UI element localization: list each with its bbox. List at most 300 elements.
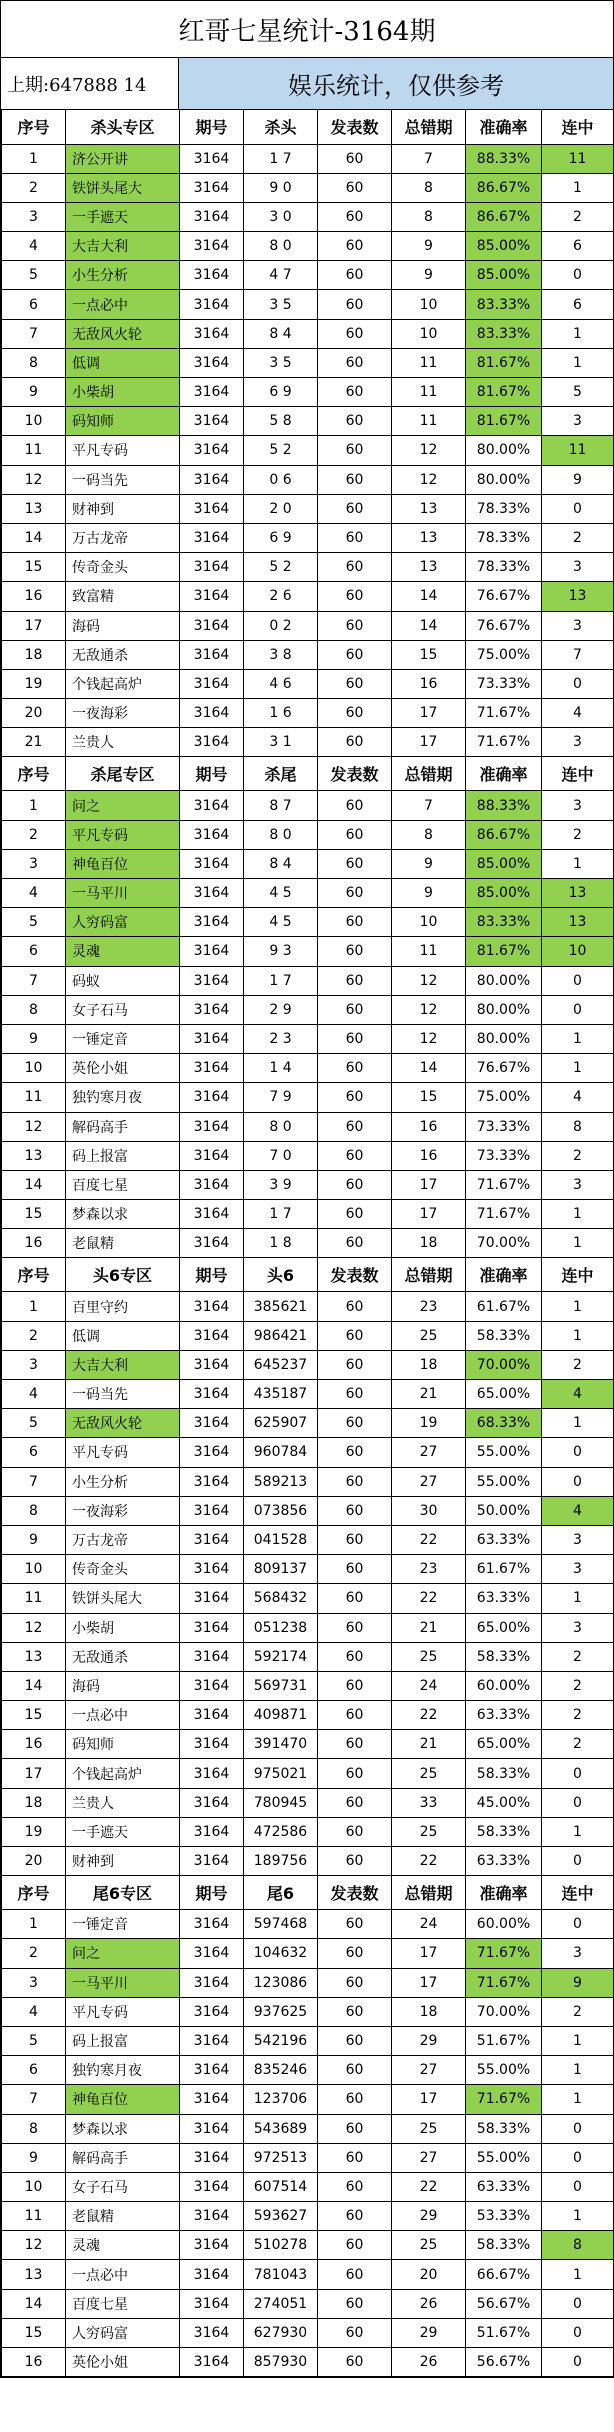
table-row [2,995,614,1024]
cell-numbers: 3 1 [244,728,318,757]
cell-win-streak: 3 [542,1525,614,1554]
cell-numbers: 5 2 [244,553,318,582]
cell-win-streak: 1 [542,2085,614,2114]
cell-total-misses: 27 [392,1467,466,1496]
cell-accuracy: 71.67% [466,1939,542,1968]
cell-accuracy: 71.67% [466,2085,542,2114]
cell-source-name: 英伦小姐 [66,1054,180,1083]
cell-win-streak: 10 [542,937,614,966]
cell-numbers: 1 8 [244,1229,318,1258]
cell-period: 3164 [180,1847,244,1876]
cell-post-count: 60 [318,1701,392,1730]
cell-rank: 3 [2,849,66,878]
cell-post-count: 60 [318,1613,392,1642]
cell-accuracy: 58.33% [466,2231,542,2260]
cell-period: 3164 [180,1642,244,1671]
cell-win-streak: 2 [542,1642,614,1671]
cell-post-count: 60 [318,173,392,202]
header-cell-rank: 序号 [2,1258,66,1292]
cell-post-count: 60 [318,319,392,348]
cell-post-count: 60 [318,1467,392,1496]
table-row [2,465,614,494]
cell-rank: 8 [2,2114,66,2143]
cell-post-count: 60 [318,699,392,728]
cell-source-name: 无敌通杀 [66,1642,180,1671]
cell-post-count: 60 [318,2143,392,2172]
cell-numbers: 2 9 [244,995,318,1024]
table-row [2,937,614,966]
cell-period: 3164 [180,2348,244,2377]
table-row [2,791,614,820]
cell-source-name: 灵魂 [66,2231,180,2260]
cell-accuracy: 76.67% [466,582,542,611]
cell-accuracy: 73.33% [466,669,542,698]
table-row [2,1613,614,1642]
cell-win-streak: 2 [542,1141,614,1170]
cell-win-streak: 5 [542,378,614,407]
cell-post-count: 60 [318,937,392,966]
cell-rank: 20 [2,699,66,728]
cell-accuracy: 81.67% [466,348,542,377]
cell-accuracy: 80.00% [466,465,542,494]
cell-post-count: 60 [318,966,392,995]
cell-source-name: 海码 [66,1671,180,1700]
cell-source-name: 问之 [66,1939,180,1968]
cell-total-misses: 25 [392,1817,466,1846]
cell-source-name: 码蚁 [66,966,180,995]
table-row [2,640,614,669]
header-cell-post-count: 发表数 [318,757,392,791]
cell-source-name: 一手遮天 [66,1817,180,1846]
cell-period: 3164 [180,1671,244,1700]
cell-accuracy: 58.33% [466,1817,542,1846]
cell-source-name: 独钓寒月夜 [66,2056,180,2085]
cell-rank: 8 [2,348,66,377]
cell-source-name: 一码当先 [66,465,180,494]
cell-source-name: 神龟百位 [66,2085,180,2114]
cell-numbers: 123086 [244,1968,318,1997]
cell-rank: 17 [2,1759,66,1788]
cell-accuracy: 75.00% [466,1083,542,1112]
cell-win-streak: 2 [542,202,614,231]
cell-total-misses: 9 [392,879,466,908]
cell-post-count: 60 [318,582,392,611]
cell-rank: 3 [2,1968,66,1997]
cell-period: 3164 [180,144,244,173]
cell-win-streak: 2 [542,1671,614,1700]
table-row [2,1730,614,1759]
cell-rank: 1 [2,1292,66,1321]
table-row [2,553,614,582]
cell-total-misses: 21 [392,1730,466,1759]
table-row [2,879,614,908]
cell-numbers: 593627 [244,2202,318,2231]
cell-accuracy: 73.33% [466,1141,542,1170]
cell-accuracy: 55.00% [466,2143,542,2172]
table-row [2,1788,614,1817]
cell-numbers: 051238 [244,1613,318,1642]
cell-total-misses: 12 [392,1024,466,1053]
cell-post-count: 60 [318,1525,392,1554]
cell-rank: 9 [2,1525,66,1554]
cell-total-misses: 7 [392,791,466,820]
cell-total-misses: 12 [392,465,466,494]
table-row [2,523,614,552]
table-row [2,1642,614,1671]
cell-post-count: 60 [318,995,392,1024]
cell-total-misses: 9 [392,232,466,261]
table-row [2,1939,614,1968]
cell-win-streak: 0 [542,669,614,698]
cell-period: 3164 [180,1200,244,1229]
cell-post-count: 60 [318,1997,392,2026]
cell-numbers: 975021 [244,1759,318,1788]
cell-numbers: 597468 [244,1910,318,1939]
cell-accuracy: 70.00% [466,1350,542,1379]
cell-total-misses: 7 [392,144,466,173]
cell-source-name: 万古龙帝 [66,1525,180,1554]
cell-numbers: 542196 [244,2026,318,2055]
cell-win-streak: 1 [542,2260,614,2289]
cell-source-name: 一锤定音 [66,1910,180,1939]
cell-total-misses: 26 [392,2348,466,2377]
table-row [2,1350,614,1379]
cell-total-misses: 27 [392,2143,466,2172]
cell-total-misses: 13 [392,494,466,523]
cell-rank: 14 [2,1671,66,1700]
cell-period: 3164 [180,1759,244,1788]
table-row [2,1112,614,1141]
cell-source-name: 人穷码富 [66,908,180,937]
cell-period: 3164 [180,640,244,669]
cell-rank: 15 [2,2318,66,2347]
cell-total-misses: 27 [392,1438,466,1467]
cell-accuracy: 85.00% [466,879,542,908]
cell-numbers: 1 6 [244,699,318,728]
cell-rank: 10 [2,2172,66,2201]
cell-post-count: 60 [318,820,392,849]
cell-rank: 14 [2,523,66,552]
cell-numbers: 4 7 [244,261,318,290]
table-row [2,1847,614,1876]
cell-numbers: 8 0 [244,820,318,849]
cell-numbers: 510278 [244,2231,318,2260]
cell-period: 3164 [180,1024,244,1053]
cell-period: 3164 [180,1496,244,1525]
cell-period: 3164 [180,1730,244,1759]
cell-rank: 13 [2,494,66,523]
cell-win-streak: 0 [542,966,614,995]
cell-post-count: 60 [318,1438,392,1467]
cell-total-misses: 16 [392,1141,466,1170]
cell-total-misses: 22 [392,1847,466,1876]
header-cell-rank: 序号 [2,1876,66,1910]
cell-numbers: 8 7 [244,791,318,820]
cell-period: 3164 [180,523,244,552]
cell-period: 3164 [180,407,244,436]
cell-source-name: 一锤定音 [66,1024,180,1053]
cell-numbers: 809137 [244,1555,318,1584]
cell-numbers: 2 0 [244,494,318,523]
cell-numbers: 857930 [244,2348,318,2377]
cell-source-name: 传奇金头 [66,1555,180,1584]
table-row [2,319,614,348]
cell-total-misses: 14 [392,582,466,611]
cell-numbers: 4 5 [244,908,318,937]
cell-source-name: 女子石马 [66,2172,180,2201]
cell-post-count: 60 [318,669,392,698]
cell-total-misses: 23 [392,1555,466,1584]
cell-post-count: 60 [318,2056,392,2085]
cell-total-misses: 30 [392,1496,466,1525]
cell-source-name: 万古龙帝 [66,523,180,552]
table-row [2,202,614,231]
cell-rank: 8 [2,1496,66,1525]
cell-rank: 4 [2,1380,66,1409]
cell-period: 3164 [180,232,244,261]
cell-period: 3164 [180,2260,244,2289]
cell-accuracy: 85.00% [466,232,542,261]
header-cell-total-misses: 总错期 [392,1258,466,1292]
cell-win-streak: 0 [542,2348,614,2377]
table-row [2,1409,614,1438]
cell-win-streak: 1 [542,2026,614,2055]
cell-period: 3164 [180,2026,244,2055]
cell-post-count: 60 [318,1112,392,1141]
cell-rank: 2 [2,173,66,202]
cell-win-streak: 3 [542,791,614,820]
cell-post-count: 60 [318,849,392,878]
table-row [2,1701,614,1730]
table-row [2,2318,614,2347]
table-row [2,1141,614,1170]
table-row [2,1054,614,1083]
cell-source-name: 铁饼头尾大 [66,1584,180,1613]
cell-total-misses: 8 [392,820,466,849]
cell-rank: 2 [2,1939,66,1968]
cell-accuracy: 58.33% [466,1759,542,1788]
cell-accuracy: 88.33% [466,791,542,820]
cell-win-streak: 4 [542,1083,614,1112]
cell-rank: 12 [2,465,66,494]
cell-total-misses: 29 [392,2318,466,2347]
cell-win-streak: 0 [542,995,614,1024]
cell-win-streak: 3 [542,1170,614,1199]
cell-accuracy: 65.00% [466,1730,542,1759]
cell-total-misses: 12 [392,436,466,465]
cell-accuracy: 81.67% [466,378,542,407]
cell-period: 3164 [180,1584,244,1613]
cell-rank: 3 [2,202,66,231]
cell-accuracy: 75.00% [466,640,542,669]
cell-period: 3164 [180,2056,244,2085]
cell-post-count: 60 [318,232,392,261]
cell-source-name: 平凡专码 [66,436,180,465]
cell-source-name: 铁饼头尾大 [66,173,180,202]
cell-post-count: 60 [318,2348,392,2377]
header-cell-numbers: 头6 [244,1258,318,1292]
cell-rank: 8 [2,995,66,1024]
table-row [2,849,614,878]
cell-post-count: 60 [318,1788,392,1817]
cell-source-name: 码上报富 [66,2026,180,2055]
cell-accuracy: 53.33% [466,2202,542,2231]
cell-post-count: 60 [318,348,392,377]
table-row [2,1292,614,1321]
cell-total-misses: 17 [392,699,466,728]
header-cell-period: 期号 [180,1258,244,1292]
cell-numbers: 960784 [244,1438,318,1467]
cell-period: 3164 [180,494,244,523]
cell-total-misses: 17 [392,1968,466,1997]
cell-accuracy: 58.33% [466,1642,542,1671]
cell-post-count: 60 [318,1200,392,1229]
header-cell-accuracy: 准确率 [466,1876,542,1910]
cell-period: 3164 [180,348,244,377]
table-row [2,1200,614,1229]
cell-win-streak: 2 [542,820,614,849]
cell-win-streak: 1 [542,1584,614,1613]
cell-numbers: 9 3 [244,937,318,966]
cell-numbers: 472586 [244,1817,318,1846]
header-cell-source-name: 杀尾专区 [66,757,180,791]
cell-win-streak: 1 [542,849,614,878]
cell-source-name: 百度七星 [66,1170,180,1199]
cell-post-count: 60 [318,1730,392,1759]
cell-source-name: 灵魂 [66,937,180,966]
cell-period: 3164 [180,202,244,231]
cell-total-misses: 11 [392,407,466,436]
cell-post-count: 60 [318,2289,392,2318]
cell-win-streak: 1 [542,1817,614,1846]
cell-post-count: 60 [318,1642,392,1671]
cell-total-misses: 25 [392,2114,466,2143]
cell-post-count: 60 [318,1170,392,1199]
cell-rank: 6 [2,937,66,966]
cell-rank: 9 [2,1024,66,1053]
cell-period: 3164 [180,995,244,1024]
section-header-row [2,757,614,791]
cell-total-misses: 29 [392,2026,466,2055]
cell-win-streak: 0 [542,261,614,290]
stats-table-body [2,110,614,2377]
table-row [2,966,614,995]
cell-post-count: 60 [318,879,392,908]
table-row [2,1467,614,1496]
cell-rank: 4 [2,1997,66,2026]
cell-numbers: 5 2 [244,436,318,465]
cell-period: 3164 [180,173,244,202]
cell-accuracy: 68.33% [466,1409,542,1438]
cell-numbers: 3 5 [244,348,318,377]
cell-period: 3164 [180,2202,244,2231]
header-cell-accuracy: 准确率 [466,1258,542,1292]
cell-total-misses: 18 [392,1229,466,1258]
cell-post-count: 60 [318,202,392,231]
cell-accuracy: 70.00% [466,1997,542,2026]
cell-numbers: 625907 [244,1409,318,1438]
cell-win-streak: 8 [542,2231,614,2260]
stats-table [1,110,614,2377]
table-row [2,1380,614,1409]
cell-source-name: 梦森以求 [66,1200,180,1229]
cell-numbers: 391470 [244,1730,318,1759]
cell-accuracy: 56.67% [466,2289,542,2318]
cell-source-name: 低调 [66,348,180,377]
cell-post-count: 60 [318,1409,392,1438]
cell-accuracy: 55.00% [466,2056,542,2085]
cell-source-name: 一马平川 [66,879,180,908]
cell-win-streak: 1 [542,1321,614,1350]
cell-accuracy: 61.67% [466,1292,542,1321]
cell-total-misses: 25 [392,1642,466,1671]
cell-accuracy: 80.00% [466,995,542,1024]
cell-rank: 6 [2,290,66,319]
cell-win-streak: 1 [542,319,614,348]
cell-total-misses: 27 [392,2056,466,2085]
cell-source-name: 海码 [66,611,180,640]
cell-period: 3164 [180,611,244,640]
cell-total-misses: 13 [392,553,466,582]
table-row [2,1671,614,1700]
cell-total-misses: 10 [392,319,466,348]
cell-accuracy: 71.67% [466,1200,542,1229]
cell-win-streak: 1 [542,1292,614,1321]
cell-source-name: 一点必中 [66,290,180,319]
cell-rank: 7 [2,966,66,995]
cell-period: 3164 [180,261,244,290]
cell-post-count: 60 [318,523,392,552]
cell-period: 3164 [180,908,244,937]
cell-period: 3164 [180,1817,244,1846]
cell-source-name: 码上报富 [66,1141,180,1170]
cell-numbers: 645237 [244,1350,318,1379]
cell-period: 3164 [180,1054,244,1083]
cell-win-streak: 1 [542,2056,614,2085]
cell-total-misses: 25 [392,2231,466,2260]
header-cell-source-name: 尾6专区 [66,1876,180,1910]
cell-source-name: 码知师 [66,1730,180,1759]
cell-source-name: 济公开讲 [66,144,180,173]
cell-source-name: 小柴胡 [66,378,180,407]
table-row [2,669,614,698]
table-row [2,1555,614,1584]
cell-post-count: 60 [318,144,392,173]
cell-source-name: 女子石马 [66,995,180,1024]
cell-source-name: 大吉大利 [66,232,180,261]
cell-post-count: 60 [318,553,392,582]
table-row [2,2114,614,2143]
table-row [2,348,614,377]
table-row [2,232,614,261]
cell-period: 3164 [180,1997,244,2026]
cell-post-count: 60 [318,1380,392,1409]
cell-rank: 5 [2,2026,66,2055]
table-row [2,2172,614,2201]
cell-source-name: 个钱起高炉 [66,1759,180,1788]
header-cell-rank: 序号 [2,110,66,144]
cell-post-count: 60 [318,1584,392,1613]
cell-accuracy: 51.67% [466,2026,542,2055]
cell-rank: 1 [2,1910,66,1939]
cell-win-streak: 2 [542,1701,614,1730]
cell-period: 3164 [180,2172,244,2201]
cell-source-name: 小生分析 [66,1467,180,1496]
cell-win-streak: 8 [542,1112,614,1141]
cell-post-count: 60 [318,1939,392,1968]
cell-total-misses: 24 [392,1910,466,1939]
cell-post-count: 60 [318,2318,392,2347]
